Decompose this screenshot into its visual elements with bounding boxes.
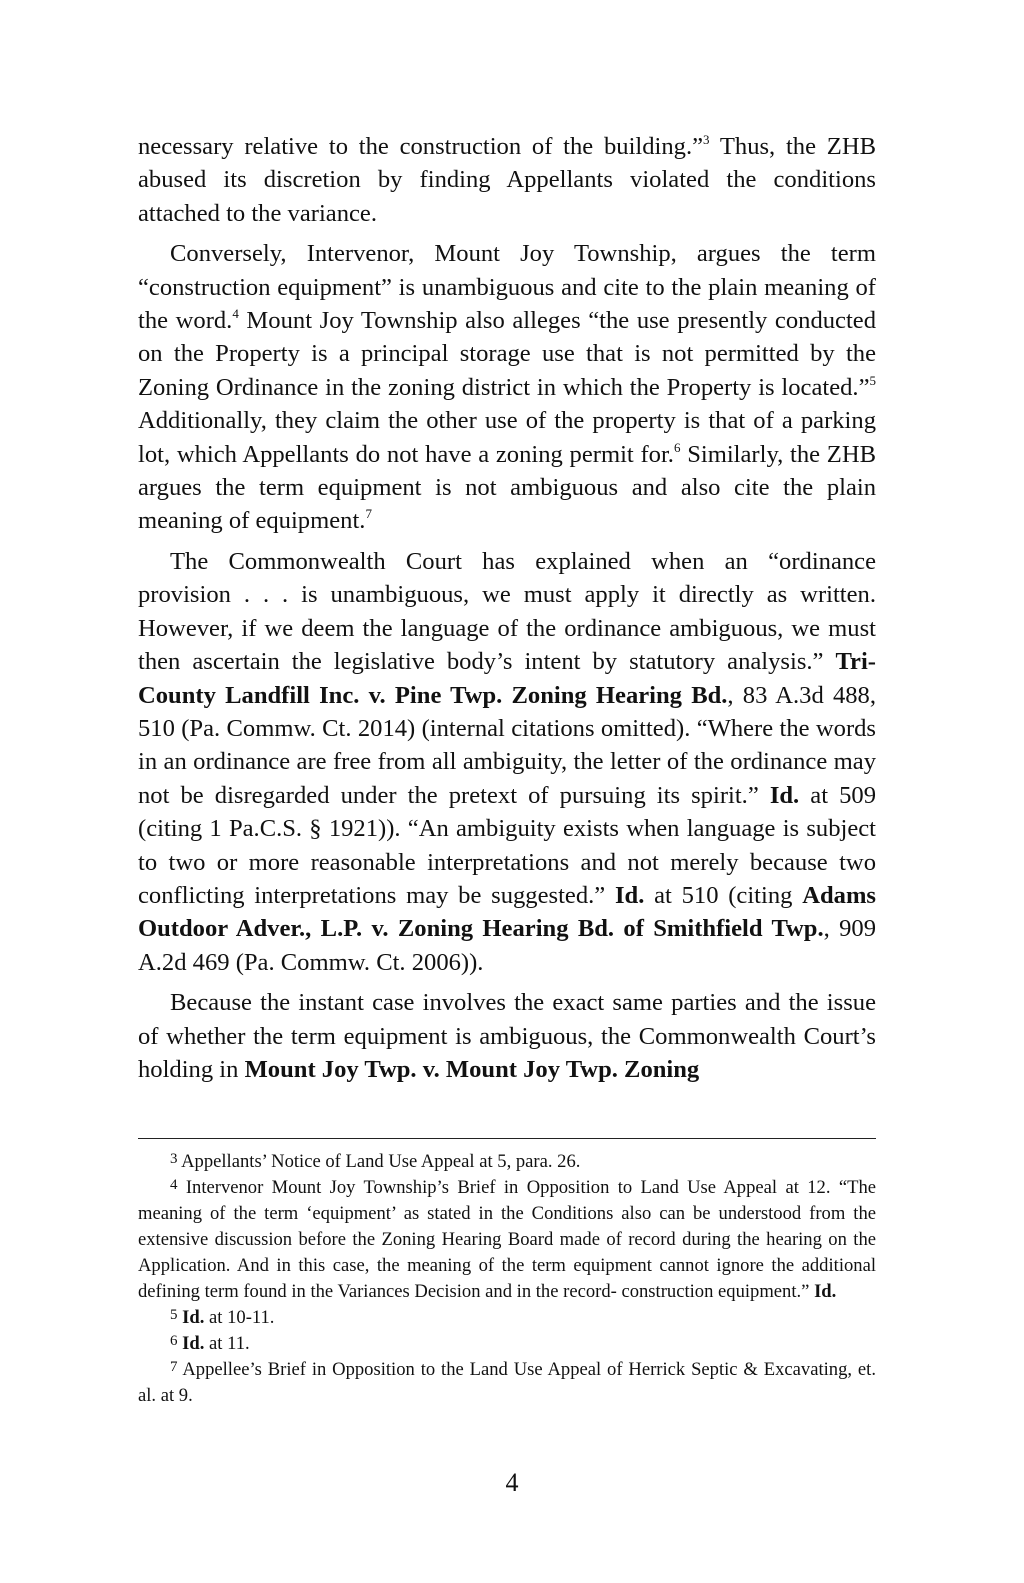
footnote-text: at 11. xyxy=(204,1333,250,1354)
footnotes xyxy=(138,1149,876,1409)
footnote xyxy=(138,1149,876,1175)
footnote-text: Appellants’ Notice of Land Use Appeal at 5, para. 26. xyxy=(177,1151,581,1172)
id-citation: Id. xyxy=(769,781,800,809)
footnote-number: 5 xyxy=(170,1307,178,1323)
footnote-number: 3 xyxy=(170,1151,178,1167)
footnote xyxy=(138,1331,876,1357)
paragraph-3 xyxy=(138,545,876,979)
footnote-text: Intervenor Mount Joy Township’s Brief in Opposition to Land Use Appeal at 12. “The meaning of the term ‘equipment’ as stated in the Conditions also can be understood from the extensive discussion before the Zoning Hearing Board made of record during the hearing on the Application. And in this case, the meaning of the term equipment cannot ignore the additional defining term found in the Variances Decision and in the record- construction equipment.” xyxy=(138,1177,876,1302)
text-run: at 509 (citing 1 Pa.C.S. § 1921)). “An ambiguity exists when language is subject to two or more reasonable interpretations and not merely because two conflicting interpretations may be suggested.” xyxy=(138,781,876,909)
footnote-ref: 5 xyxy=(869,372,876,388)
footnote-ref: 4 xyxy=(232,306,239,322)
page-number: 4 xyxy=(505,1468,519,1497)
text-run: at 510 (citing xyxy=(644,881,803,909)
paragraph-2 xyxy=(138,237,876,538)
footnote-number: 4 xyxy=(170,1177,178,1193)
text-run: Similarly, the ZHB argues the term equipment is not ambiguous and also cite the plain meaning of equipment. xyxy=(138,440,876,535)
text-run: , 83 A.3d 488, 510 (Pa. Commw. Ct. 2014) (internal citations omitted). “Where the words in an ordinance are free from all ambiguity, the letter of the ordinance may not be disregarded under the pretext of pursuing its spirit.” xyxy=(138,681,876,809)
text-run: The Commonwealth Court has explained when an “ordinance provision . . . is unambiguous, we must apply it directly as written. However, if we deem the language of the ordinance ambiguous, we must then ascertain the legislative body’s intent by statutory analysis.” xyxy=(138,547,876,676)
footnote-ref: 3 xyxy=(703,132,710,147)
footnote-ref: 7 xyxy=(365,506,372,522)
text-run: Mount Joy Township also alleges “the use presently conducted on the Property is a principal storage use that is not permitted by the Zoning Ordinance in the zoning district in which the Property is located.” xyxy=(138,307,876,401)
id-citation: Id. xyxy=(814,1281,837,1302)
footnote xyxy=(138,1175,876,1305)
id-citation: Id. xyxy=(182,1307,205,1328)
text-run: , 909 A.2d 469 (Pa. Commw. Ct. 2006)). xyxy=(138,915,877,976)
paragraph-4 xyxy=(138,986,876,1086)
footnote-number: 6 xyxy=(170,1333,178,1349)
footnote-number: 7 xyxy=(170,1359,178,1375)
text-run: Thus, the ZHB abused its discretion by finding Appellants violated the conditions attached to the variance. xyxy=(138,133,876,227)
text-run: Because the instant case involves the exact same parties and the issue of whether the term equipment is ambiguous, the Commonwealth Court’s holding in xyxy=(138,989,876,1083)
id-citation: Id. xyxy=(182,1333,205,1354)
case-citation: Mount Joy Twp. v. Mount Joy Twp. Zoning xyxy=(244,1055,700,1083)
footnote xyxy=(138,1305,876,1331)
footnote-text: at 10-11. xyxy=(204,1307,275,1328)
body-text xyxy=(138,130,876,1093)
text-run: Conversely, Intervenor, Mount Joy Township, argues the term “construction equipment” is unambiguous and cite to the plain meaning of the word. xyxy=(138,240,876,335)
case-citation: Tri-County Landfill Inc. v. Pine Twp. Zoning Hearing Bd. xyxy=(138,648,876,709)
id-citation: Id. xyxy=(614,881,645,909)
footnote xyxy=(138,1357,876,1409)
text-run: necessary relative to the construction of the building.” xyxy=(138,133,704,160)
case-citation: Adams Outdoor Adver., L.P. v. Zoning Hearing Bd. of Smithfield Twp. xyxy=(138,881,876,943)
text-run: Additionally, they claim the other use of the property is that of a parking lot, which Appellants do not have a zoning permit for. xyxy=(138,407,876,468)
paragraph-1 xyxy=(138,130,876,230)
footnote-ref: 6 xyxy=(673,439,681,455)
footnote-divider xyxy=(138,1138,876,1139)
footnote-text: Appellee’s Brief in Opposition to the Land Use Appeal of Herrick Septic & Excavating, et. al. at 9. xyxy=(138,1359,876,1406)
